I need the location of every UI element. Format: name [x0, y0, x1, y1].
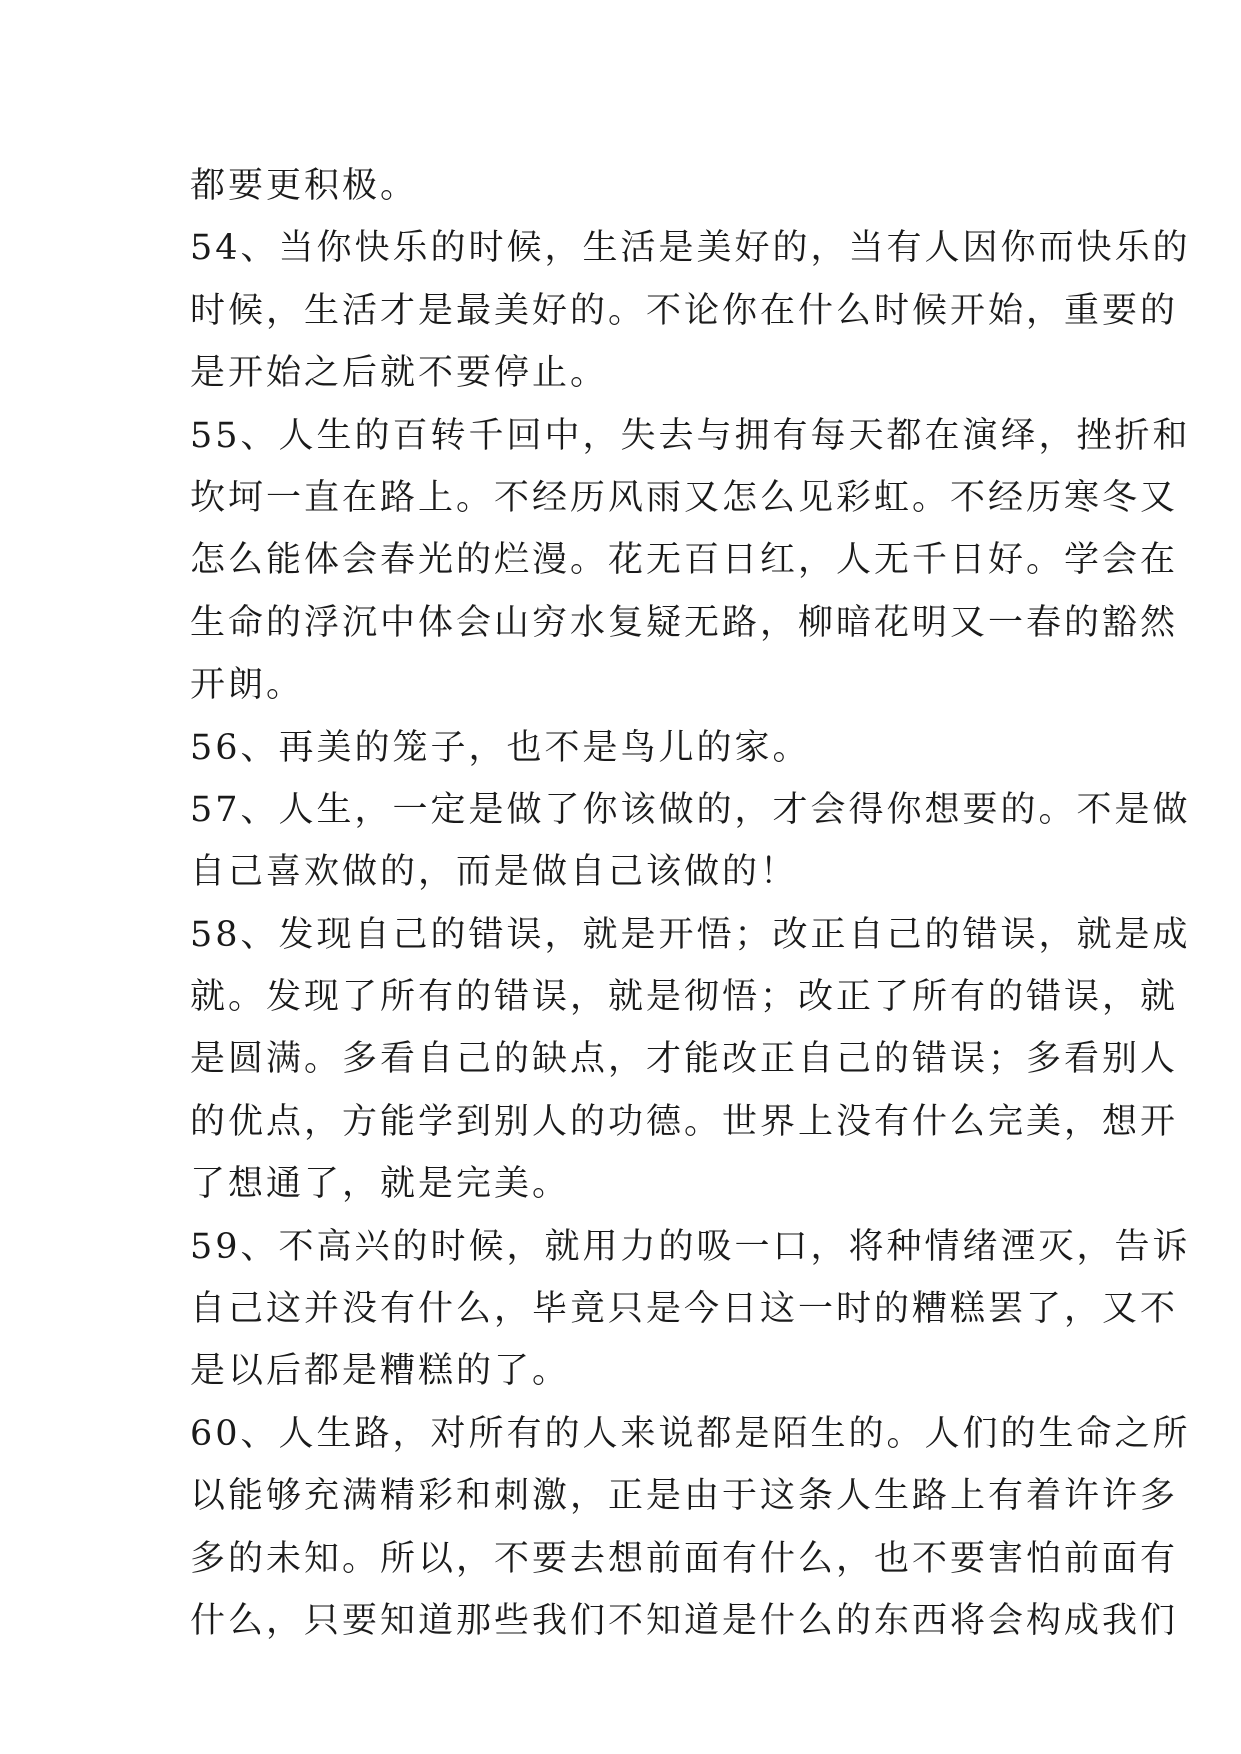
text-line: 60、人生路，对所有的人来说都是陌生的。人们的生命之所 — [190, 1413, 1191, 1454]
text-line: 就。发现了所有的错误，就是彻悟；改正了所有的错误，就 — [190, 977, 1179, 1018]
text-line: 是圆满。多看自己的缺点，才能改正自己的错误；多看别人 — [190, 1039, 1179, 1080]
text-line: 多的未知。所以，不要去想前面有什么，也不要害怕前面有 — [190, 1538, 1179, 1579]
document-body — [190, 155, 1191, 1652]
text-line: 自己喜欢做的，而是做自己该做的！ — [190, 852, 799, 893]
text-line: 56、再美的笼子，也不是鸟儿的家。 — [190, 727, 811, 768]
text-line: 怎么能体会春光的烂漫。花无百日红，人无千日好。学会在 — [190, 540, 1179, 581]
text-line: 是开始之后就不要停止。 — [190, 353, 609, 394]
text-line: 什么，只要知道那些我们不知道是什么的东西将会构成我们 — [190, 1600, 1179, 1641]
text-line: 自己这并没有什么，毕竟只是今日这一时的糟糕罢了，又不 — [190, 1289, 1179, 1330]
text-line: 时候，生活才是最美好的。不论你在什么时候开始，重要的 — [190, 290, 1179, 331]
text-line: 以能够充满精彩和刺激，正是由于这条人生路上有着许许多 — [190, 1476, 1179, 1517]
text-line: 开朗。 — [190, 665, 305, 706]
text-line: 的优点，方能学到别人的功德。世界上没有什么完美，想开 — [190, 1101, 1179, 1142]
text-line: 54、当你快乐的时候，生活是美好的，当有人因你而快乐的 — [190, 228, 1191, 269]
text-line: 57、人生，一定是做了你该做的，才会得你想要的。不是做 — [190, 789, 1191, 830]
text-line: 是以后都是糟糕的了。 — [190, 1351, 571, 1392]
text-line: 都要更积极。 — [190, 166, 419, 206]
text-line: 了想通了，就是完美。 — [190, 1164, 571, 1205]
text-line: 55、人生的百转千回中，失去与拥有每天都在演绎，挫折和 — [190, 415, 1191, 456]
text-line: 59、不高兴的时候，就用力的吸一口，将种情绪湮灭，告诉 — [190, 1226, 1191, 1267]
text-line: 生命的浮沉中体会山穷水复疑无路，柳暗花明又一春的豁然 — [190, 602, 1179, 643]
text-line: 坎坷一直在路上。不经历风雨又怎么见彩虹。不经历寒冬又 — [190, 477, 1179, 518]
text-line: 58、发现自己的错误，就是开悟；改正自己的错误，就是成 — [190, 914, 1191, 955]
